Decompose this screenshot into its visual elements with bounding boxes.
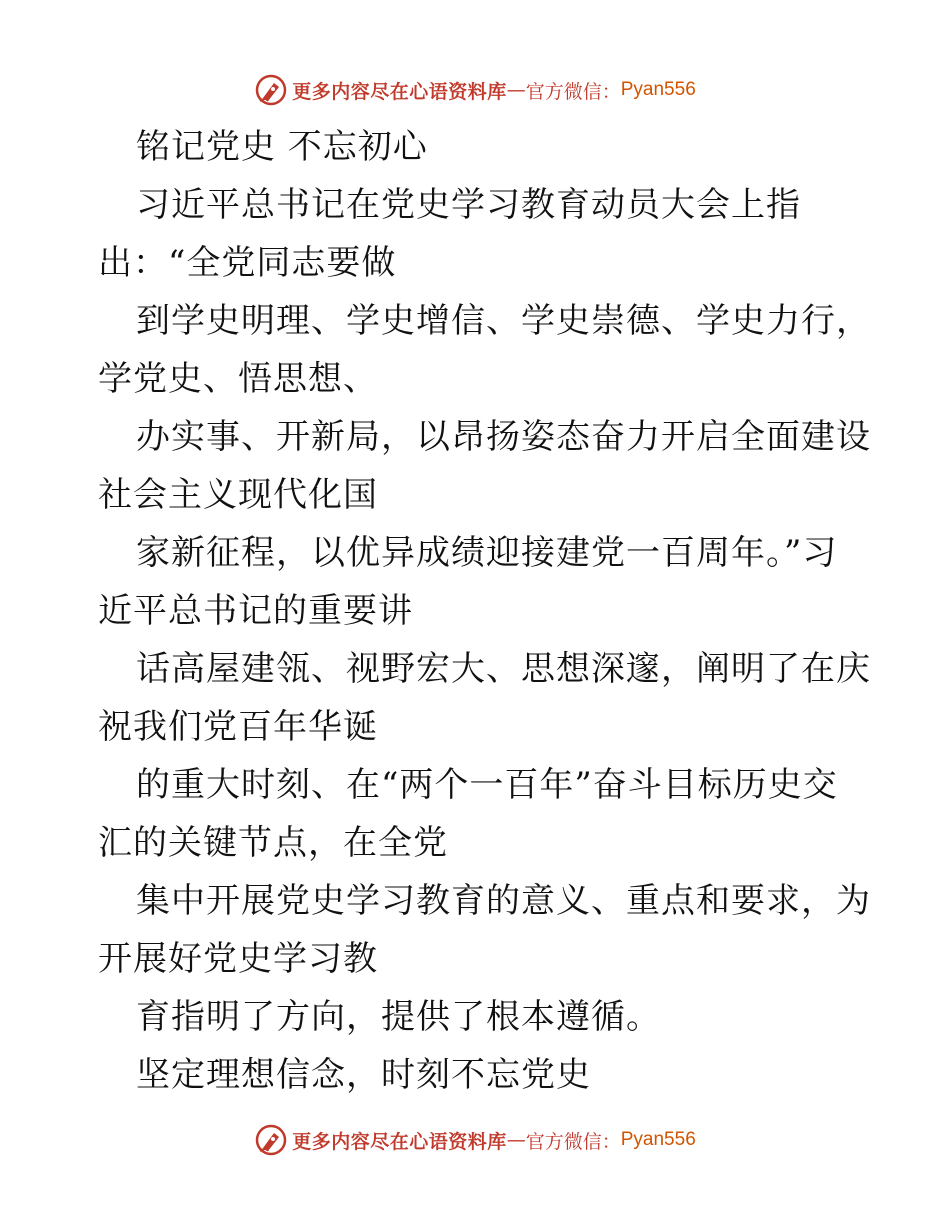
- text-line: 话高屋建瓴、视野宏大、思想深邃，阐明了在庆: [136, 649, 871, 689]
- text-line: 到学史明理、学史增信、学史崇德、学史力行，: [136, 301, 871, 341]
- watermark-main-text: 更多内容尽在心语资料库: [292, 80, 507, 103]
- watermark-main-text: 更多内容尽在心语资料库: [292, 1130, 507, 1153]
- text-line: 近平总书记的重要讲: [98, 591, 413, 631]
- document-body: [98, 118, 871, 1104]
- text-line: 祝我们党百年华诞: [98, 707, 378, 747]
- text-line: 家新征程，以优异成绩迎接建党一百周年。”习: [136, 533, 838, 573]
- text-line: 出：“全党同志要做: [98, 243, 397, 283]
- watermark-wechat-label: 官方微信：: [525, 1130, 621, 1153]
- text-line: 的重大时刻、在“两个一百年”奋斗目标历史交: [136, 765, 838, 805]
- watermark-separator: —: [506, 1129, 526, 1151]
- text-line: 学党史、悟思想、: [98, 359, 378, 399]
- header-watermark: [0, 70, 950, 110]
- watermark-wechat-id: Pyan556: [620, 79, 696, 100]
- text-line: 开展好党史学习教: [98, 939, 378, 979]
- text-line: 铭记党史 不忘初心: [136, 127, 428, 167]
- footer-watermark: [0, 1120, 950, 1160]
- pen-nib-logo-icon: [254, 73, 288, 107]
- text-line: 习近平总书记在党史学习教育动员大会上指: [136, 185, 801, 225]
- watermark-wechat-id: Pyan556: [620, 1129, 696, 1150]
- text-line: 汇的关键节点，在全党: [98, 823, 448, 863]
- text-line: 育指明了方向，提供了根本遵循。: [136, 997, 661, 1037]
- text-line: 办实事、开新局，以昂扬姿态奋力开启全面建设: [136, 417, 871, 457]
- text-line: 集中开展党史学习教育的意义、重点和要求，为: [136, 881, 871, 921]
- watermark-separator: —: [506, 79, 526, 101]
- watermark-wechat-label: 官方微信：: [525, 80, 621, 103]
- pen-nib-logo-icon: [254, 1123, 288, 1157]
- text-line: 社会主义现代化国: [98, 475, 378, 515]
- text-line: 坚定理想信念，时刻不忘党史: [136, 1055, 591, 1095]
